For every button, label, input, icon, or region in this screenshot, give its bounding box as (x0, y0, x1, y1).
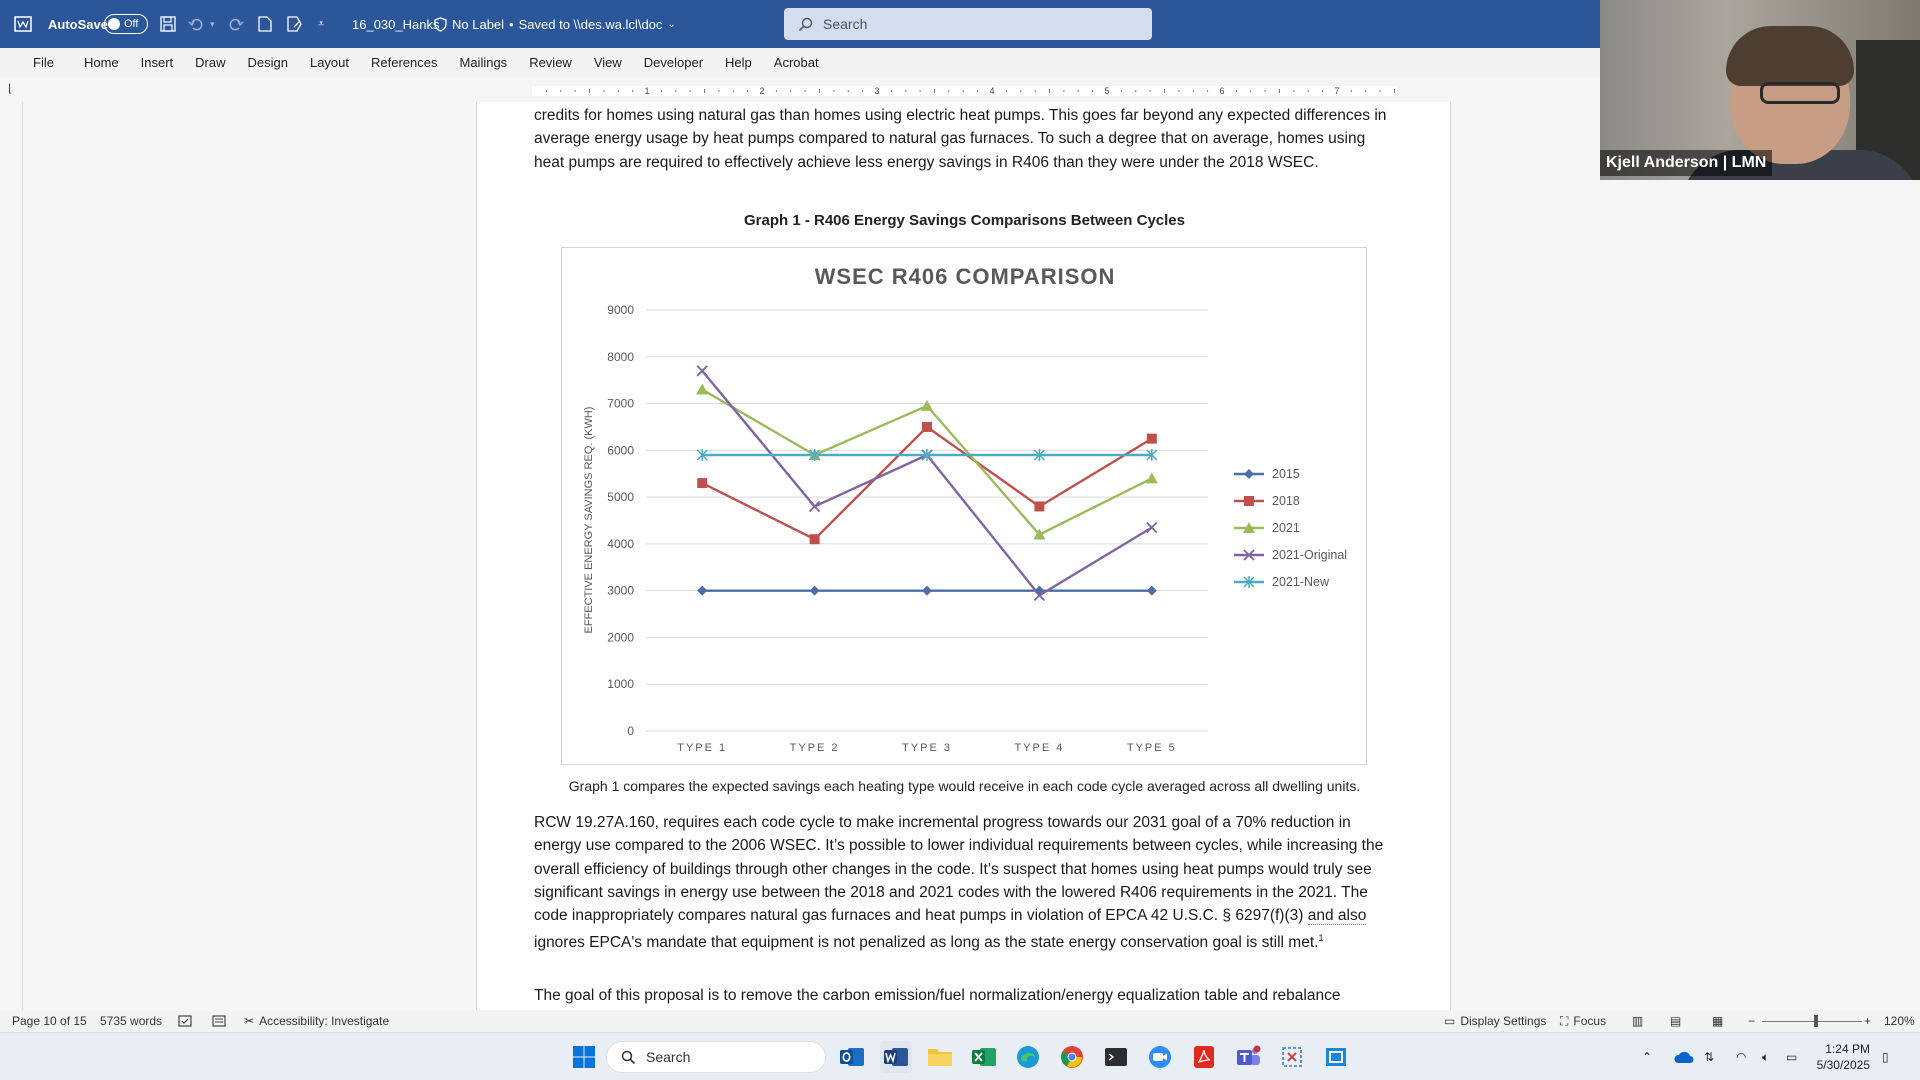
display-settings-label: Display Settings (1460, 1014, 1547, 1028)
page-count[interactable]: Page 10 of 15 (12, 1014, 87, 1028)
legend-label: 2021-New (1272, 575, 1329, 589)
zoom-out-button[interactable]: − (1748, 1014, 1756, 1028)
ruler-number: 5 (1104, 86, 1110, 96)
y-tick-label: 0 (627, 724, 634, 738)
tab-references[interactable]: References (371, 55, 438, 70)
data-point-2021-Original[interactable] (697, 366, 707, 376)
data-point-2015[interactable] (922, 586, 932, 596)
grammar-flag-and-also[interactable]: and also (1307, 907, 1367, 925)
customize-toolbar-icon[interactable]: ⩡ (318, 17, 325, 30)
autosave-toggle[interactable] (104, 0, 148, 48)
shield-icon (434, 17, 447, 32)
search-icon (621, 1050, 636, 1065)
word-icon[interactable] (880, 1041, 912, 1073)
tab-selector-icon[interactable]: ⌊ (8, 83, 13, 95)
data-point-2018[interactable] (810, 534, 820, 544)
y-tick-label: 7000 (607, 396, 634, 411)
tab-mailings[interactable]: Mailings (459, 55, 508, 70)
tab-design[interactable]: Design (247, 55, 288, 70)
y-tick-label: 5000 (607, 490, 634, 505)
notification-icon[interactable]: ▯ (1882, 1050, 1889, 1064)
chart-y-axis-label: EFFECTIVE ENERGY SAVINGS REQ. (KWH) (583, 406, 595, 634)
macro-icon[interactable] (212, 1010, 226, 1032)
search-icon (798, 17, 813, 32)
save-icon[interactable] (160, 0, 176, 48)
vertical-ruler-line (22, 102, 23, 1010)
bullet-separator: • (509, 16, 514, 32)
y-tick-label: 4000 (607, 536, 634, 551)
y-tick-label: 6000 (607, 443, 634, 458)
search-placeholder: Search (823, 16, 868, 32)
x-tick-label: TYPE 3 (902, 742, 952, 754)
tab-home[interactable]: Home (83, 55, 119, 70)
line-chart (562, 248, 1368, 766)
print-layout-icon[interactable]: ▤ (1670, 1014, 1682, 1028)
title-bar (0, 0, 1600, 48)
sensitivity-label[interactable] (434, 0, 676, 48)
paragraph-2-text-b: ignores EPCA's mandate that equipment is not penalized as long as the state energy conservation goal is still met. (534, 934, 1319, 952)
y-tick-label: 3000 (607, 583, 634, 598)
draw-pen-icon[interactable] (286, 0, 304, 48)
document-page[interactable] (476, 102, 1451, 1010)
y-tick-label: 9000 (607, 303, 634, 317)
tab-draw[interactable]: Draw (195, 55, 226, 70)
legend-marker[interactable] (1244, 469, 1254, 479)
redo-icon[interactable] (228, 0, 244, 48)
proofing-icon[interactable] (178, 1010, 192, 1032)
data-point-2021-Original[interactable] (1147, 523, 1157, 533)
search-input[interactable] (784, 8, 1152, 40)
battery-icon[interactable]: ▭ (1786, 1050, 1798, 1064)
saved-location: Saved to \\des.wa.lcl\doc (518, 16, 663, 32)
chrome-icon[interactable] (1056, 1041, 1088, 1073)
volume-icon[interactable]: 🔈︎ (1762, 1049, 1770, 1064)
autosave-state: Off (124, 18, 139, 30)
data-point-2021-Original[interactable] (810, 501, 820, 511)
show-hidden-icons[interactable]: ⌃ (1642, 1050, 1653, 1064)
data-point-2015[interactable] (810, 586, 820, 596)
chart-frame[interactable] (561, 247, 1367, 765)
series-line-2021[interactable] (702, 390, 1152, 535)
graph-caption: Graph 1 compares the expected savings each heating type would receive in each code cycle averaged across all dwelling units. (568, 778, 1361, 794)
tab-acrobat[interactable]: Acrobat (773, 55, 819, 70)
tab-file[interactable]: File (33, 55, 54, 70)
tab-review[interactable]: Review (529, 55, 572, 70)
ruler-number: 2 (759, 86, 765, 96)
ribbon-tabs (0, 48, 1600, 78)
tab-insert[interactable]: Insert (140, 55, 174, 70)
web-layout-icon[interactable]: ▦ (1712, 1014, 1724, 1028)
taskbar-search[interactable] (606, 1041, 826, 1073)
paragraph-2-text-a: RCW 19.27A.160, requires each code cycle to make incremental progress towards our 2031 goal of a 70% reduction in energy use compared to the 2006 WSEC. It’s possible to lower individual requirements between cycles, while increasing the overall efficiency of buildings through other changes in the code. It’s suspect that homes using heat pumps would truly see significant savings in energy use between the 2018 and 2021 codes with the lowered R406 requirements in the 2021. The code inappropriately compares natural gas furnaces and heat pumps in violation of EPCA 42 U.S.C. § 6297(f)(3) (534, 814, 1384, 925)
label-status: No Label (452, 16, 505, 32)
taskbar-search-placeholder: Search (646, 1049, 691, 1065)
y-tick-label: 8000 (607, 349, 634, 364)
word-app-icon[interactable] (14, 0, 32, 48)
series-line-2018[interactable] (702, 427, 1152, 539)
paragraph-1[interactable]: credits for homes using natural gas than homes using electric heat pumps. This goes far beyond any expected differences in average energy usage by heat pumps compared to natural gas furnaces. To such a degree that on average, homes using heat pumps are required to effectively achieve less energy savings in R406 than they were under the 2018 WSEC. (534, 107, 1387, 171)
word-count[interactable]: 5735 words (100, 1014, 163, 1028)
document-name[interactable]: 16_030_Hanks (352, 16, 440, 32)
x-tick-label: TYPE 5 (1126, 742, 1177, 754)
horizontal-ruler[interactable] (472, 84, 1442, 98)
x-tick-label: TYPE 2 (789, 742, 840, 754)
display-settings-button[interactable] (1444, 1010, 1546, 1032)
status-bar (0, 1010, 1920, 1032)
undo-dropdown-icon[interactable]: ▾ (210, 18, 215, 29)
teams-icon[interactable] (1232, 1041, 1264, 1073)
data-point-2018[interactable] (697, 478, 707, 488)
legend-label: 2021-Original (1272, 548, 1348, 562)
ruler-number: 6 (1219, 86, 1225, 96)
x-tick-label: TYPE 4 (1014, 742, 1065, 754)
participant-glasses (1760, 82, 1840, 104)
data-point-2015[interactable] (697, 586, 707, 596)
footnote-ref[interactable]: 1 (1318, 933, 1324, 944)
legend-marker[interactable] (1244, 496, 1254, 506)
file-explorer-icon[interactable] (924, 1041, 956, 1073)
accessibility-button[interactable] (244, 1010, 389, 1032)
ruler-number: 1 (644, 86, 650, 96)
new-document-icon[interactable] (258, 0, 272, 48)
ruler-number: 7 (1334, 86, 1340, 96)
participant-hair (1726, 26, 1854, 86)
read-mode-icon[interactable]: ▥ (1632, 1014, 1644, 1028)
zoom-level[interactable]: 120% (1884, 1014, 1915, 1028)
tab-developer[interactable]: Developer (643, 55, 704, 70)
zoom-slider[interactable] (1762, 1010, 1862, 1032)
autosave-label: AutoSave (48, 16, 108, 32)
windows-start-icon[interactable] (568, 1041, 600, 1073)
remote-desktop-icon[interactable] (1320, 1041, 1352, 1073)
data-point-2018[interactable] (922, 422, 932, 432)
monitor-icon: ▭ (1444, 1014, 1456, 1028)
data-point-2018[interactable] (1147, 434, 1157, 444)
data-point-2021[interactable] (1146, 472, 1158, 483)
terminal-icon[interactable] (1100, 1041, 1132, 1073)
onedrive-icon[interactable] (1674, 1033, 1694, 1080)
ruler-number: 3 (874, 86, 880, 96)
chevron-down-icon: ⌄ (667, 18, 676, 30)
focus-icon: ⛶ (1560, 1013, 1569, 1028)
taskbar (0, 1032, 1920, 1080)
snipping-tool-icon[interactable] (1276, 1041, 1308, 1073)
chart-title: WSEC R406 COMPARISON (814, 264, 1116, 289)
data-point-2018[interactable] (1034, 501, 1044, 511)
ruler-number: 4 (989, 86, 995, 96)
edge-icon[interactable] (1012, 1041, 1044, 1073)
paragraph-2[interactable] (534, 811, 1394, 955)
tab-view[interactable]: View (593, 55, 622, 70)
excel-icon[interactable] (968, 1041, 1000, 1073)
legend-label: 2018 (1272, 494, 1300, 508)
video-tile[interactable] (1600, 0, 1920, 180)
data-point-2021[interactable] (921, 400, 933, 411)
x-tick-label: TYPE 1 (677, 742, 728, 754)
graph-title: Graph 1 - R406 Energy Savings Comparisons Between Cycles (744, 212, 1185, 229)
system-clock[interactable] (1806, 1041, 1870, 1073)
zoom-app-icon[interactable] (1144, 1041, 1176, 1073)
undo-icon[interactable] (188, 0, 204, 48)
accessibility-icon: ✂ (244, 1014, 255, 1028)
tab-layout[interactable]: Layout (309, 55, 350, 70)
outlook-icon[interactable] (836, 1041, 868, 1073)
zoom-in-button[interactable]: + (1864, 1014, 1872, 1028)
y-tick-label: 1000 (607, 677, 634, 692)
y-tick-label: 2000 (607, 630, 634, 645)
accessibility-label: Accessibility: Investigate (259, 1014, 390, 1028)
focus-label: Focus (1573, 1014, 1607, 1028)
legend-label: 2021 (1272, 521, 1300, 535)
participant-name: Kjell Anderson | LMN (1600, 150, 1772, 176)
legend-label: 2015 (1272, 467, 1300, 481)
acrobat-icon[interactable] (1188, 1041, 1220, 1073)
data-point-2015[interactable] (1147, 586, 1157, 596)
paragraph-3[interactable]: The goal of this proposal is to remove the carbon emission/fuel normalization/energy equalization table and rebalance (534, 987, 1341, 1004)
tab-help[interactable]: Help (725, 55, 752, 70)
wifi-icon[interactable]: ◠ (1736, 1050, 1747, 1064)
clock-time: 1:24 PM (1825, 1042, 1870, 1056)
data-point-2021[interactable] (696, 384, 708, 395)
focus-button[interactable] (1560, 1010, 1606, 1032)
vpn-icon[interactable]: ⇅ (1704, 1050, 1715, 1064)
clock-date: 5/30/2025 (1816, 1058, 1870, 1072)
